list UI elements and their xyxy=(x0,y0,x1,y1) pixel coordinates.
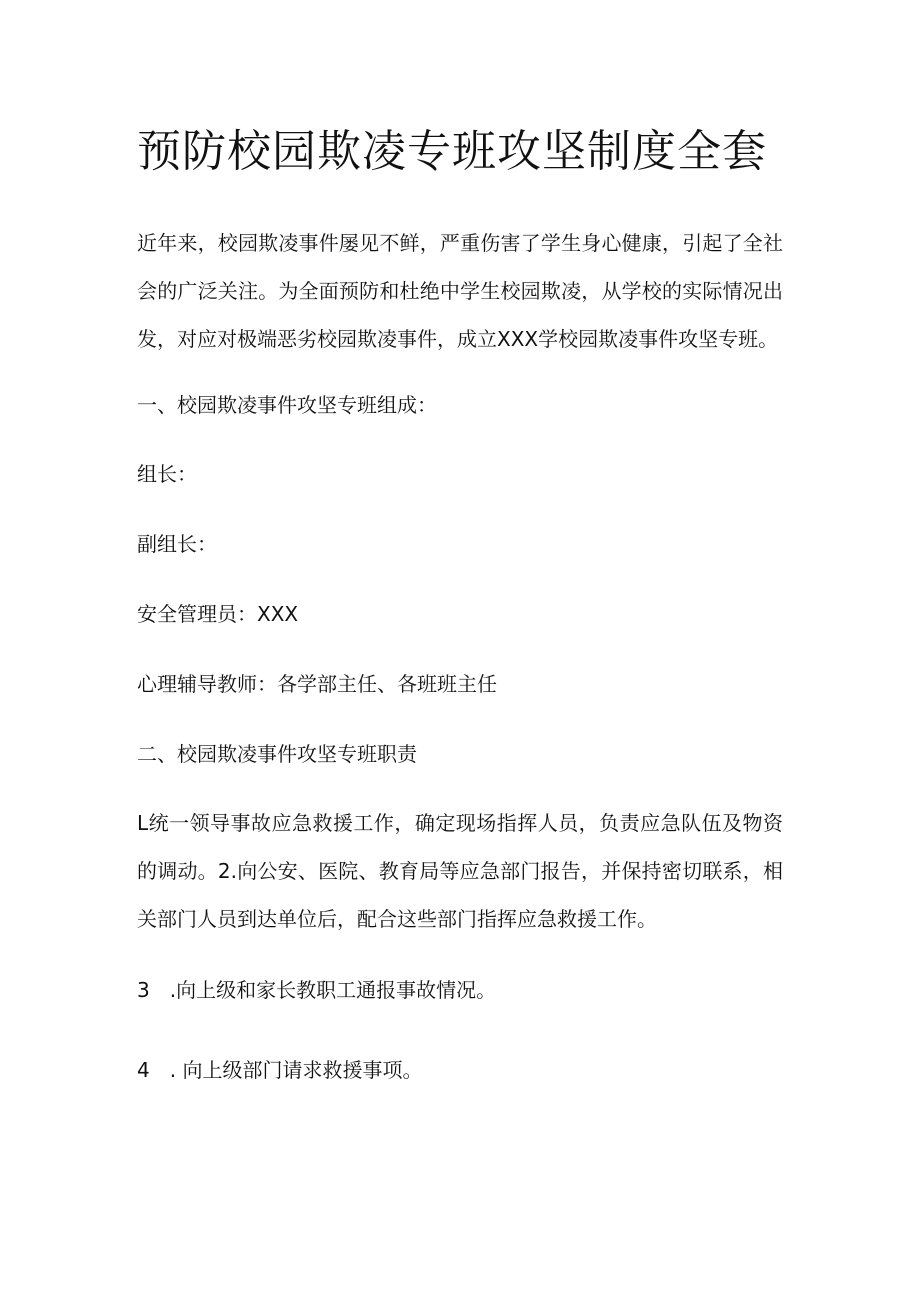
duty-3-line: 3 .向上级和家长教职工通报事故情况。 xyxy=(137,978,497,1002)
deputy-leader-line: 副组长： xyxy=(137,532,217,556)
section-1-heading: 一、校园欺凌事件攻坚专班组成： xyxy=(137,393,437,417)
safety-manager-line: 安全管理员：XXX xyxy=(137,602,299,626)
duty-paragraph-1-2: L统一领导事故应急救援工作，确定现场指挥人员，负责应急队伍及物资的调动。2.向公安、医院、教育局等应急部门报告，并保持密切联系，相关部门人员到达单位后，配合这些部门指挥应急救援工作。 xyxy=(137,811,783,931)
section-2-heading: 二、校园欺凌事件攻坚专班职责 xyxy=(137,742,417,766)
counselor-line: 心理辅导教师：各学部主任、各班班主任 xyxy=(137,672,497,696)
duty-4-line: 4 . 向上级部门请求救援事项。 xyxy=(137,1058,423,1082)
document-title: 预防校园欺凌专班攻坚制度全套 xyxy=(137,126,767,177)
intro-paragraph: 近年来，校园欺凌事件屡见不鲜，严重伤害了学生身心健康，引起了全社会的广泛关注。为全面预防和杜绝中学生校园欺凌，从学校的实际情况出发，对应对极端恶劣校园欺凌事件，成立XXX学校园欺凌事件攻坚专班。 xyxy=(137,231,783,351)
leader-line: 组长： xyxy=(137,462,197,486)
